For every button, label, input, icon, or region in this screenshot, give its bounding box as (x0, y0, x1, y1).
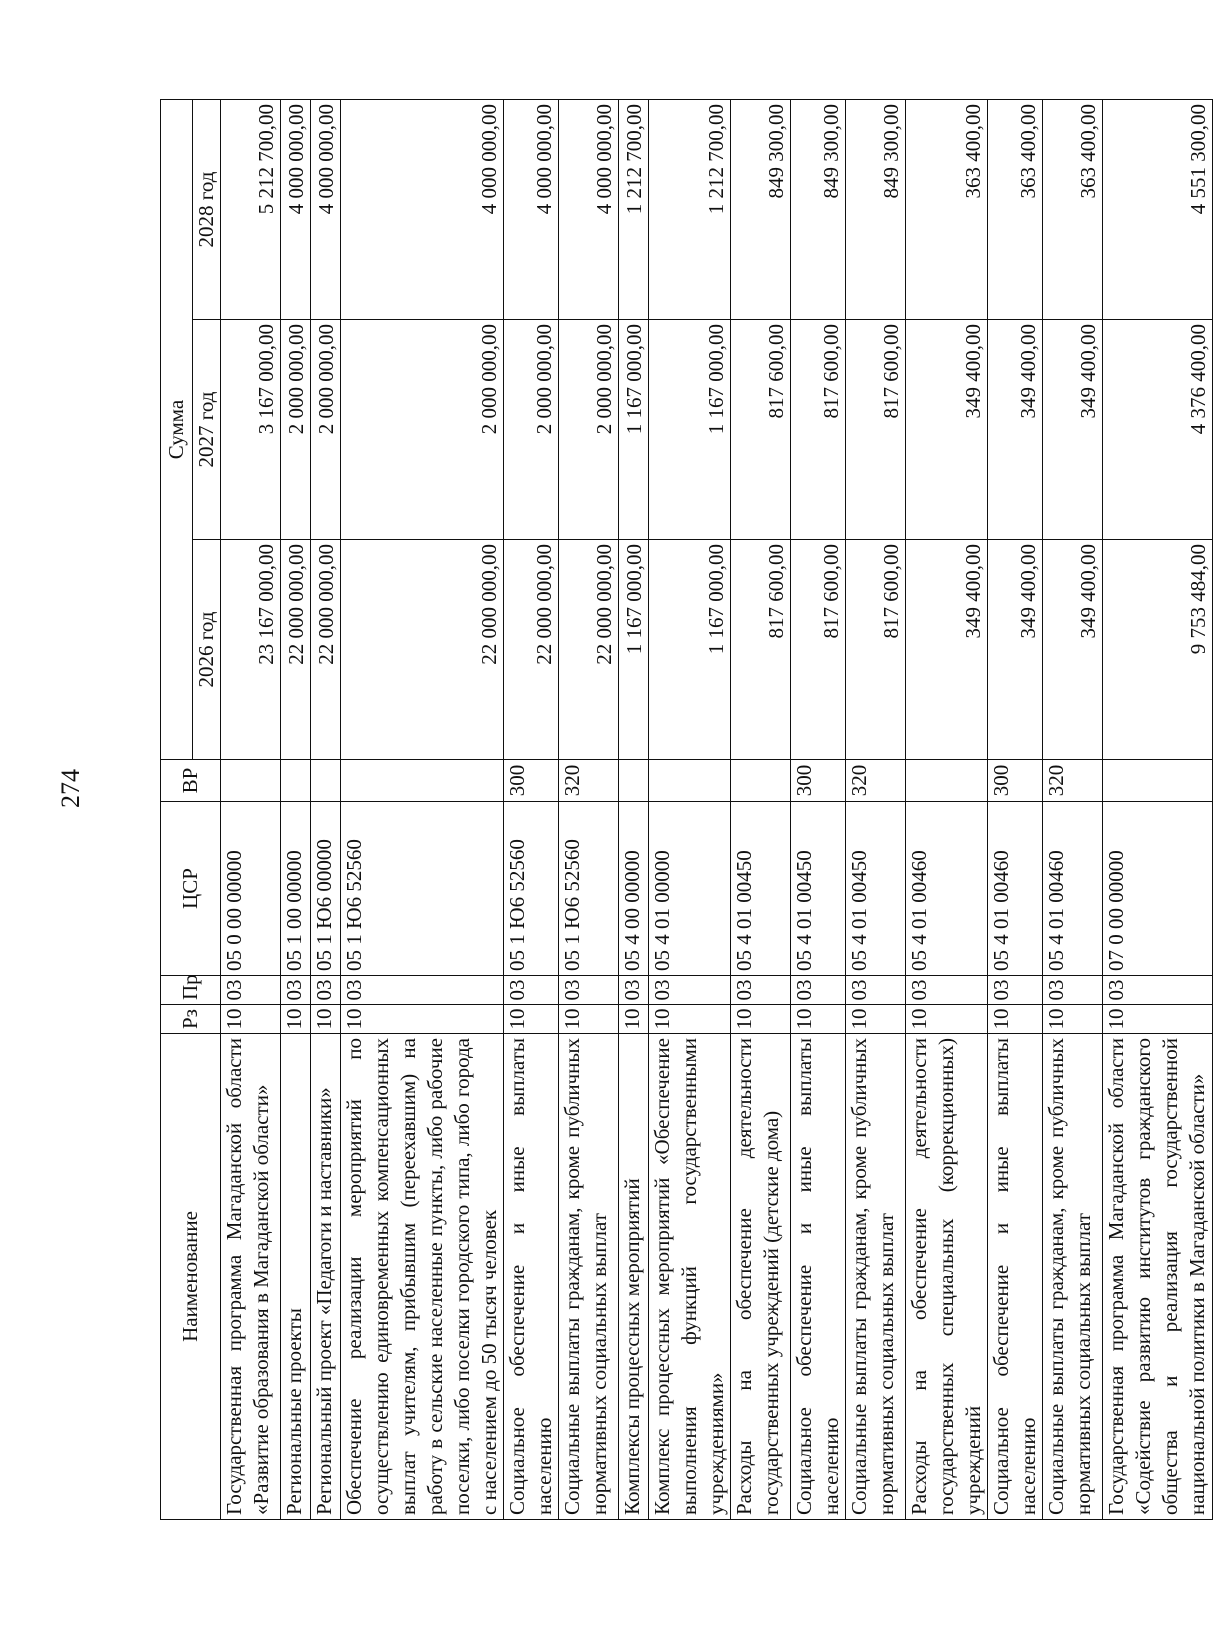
table-row (791, 99, 846, 1519)
row-rz: 10 (1043, 1005, 1103, 1034)
header-pr: Пр (161, 976, 221, 1005)
table-row (281, 99, 311, 1519)
row-pr: 03 (846, 976, 906, 1005)
row-sum-2028: 4 551 300,00 (1103, 99, 1213, 319)
row-pr: 03 (791, 976, 846, 1005)
row-sum-2026: 817 600,00 (846, 540, 906, 760)
row-csr: 05 1 Ю6 00000 (311, 802, 341, 976)
row-vr: 320 (1043, 760, 1103, 802)
row-sum-2027: 349 400,00 (1043, 320, 1103, 540)
row-pr: 03 (731, 976, 791, 1005)
row-csr: 05 1 Ю6 52560 (559, 802, 619, 976)
row-sum-2026: 1 167 000,00 (649, 540, 731, 760)
row-name: Социальное обеспечение и иные выплаты населению (791, 1034, 846, 1520)
row-rz: 10 (559, 1005, 619, 1034)
row-sum-2027: 2 000 000,00 (559, 320, 619, 540)
row-vr: 300 (988, 760, 1043, 802)
row-sum-2028: 363 400,00 (988, 99, 1043, 319)
row-pr: 03 (1043, 976, 1103, 1005)
header-vr: ВР (161, 760, 221, 802)
row-csr: 05 4 00 00000 (619, 802, 649, 976)
row-rz: 10 (649, 1005, 731, 1034)
row-rz: 10 (504, 1005, 559, 1034)
row-sum-2028: 5 212 700,00 (221, 99, 281, 319)
row-sum-2028: 1 212 700,00 (619, 99, 649, 319)
row-csr: 05 4 01 00450 (731, 802, 791, 976)
row-csr: 05 4 01 00000 (649, 802, 731, 976)
header-sum: Сумма (161, 99, 193, 759)
row-sum-2027: 817 600,00 (791, 320, 846, 540)
row-sum-2028: 849 300,00 (846, 99, 906, 319)
row-pr: 03 (649, 976, 731, 1005)
row-name: Государственная программа Магаданской области «Содействие развитию институтов гражданского общества и реализация государственной национальной политики в Магаданской области» (1103, 1034, 1213, 1520)
table-row (221, 99, 281, 1519)
row-vr: 300 (504, 760, 559, 802)
row-name: Расходы на обеспечение деятельности государственных специальных (коррекционных) учреждений (906, 1034, 988, 1520)
row-csr: 05 1 Ю6 52560 (341, 802, 504, 976)
row-sum-2027: 2 000 000,00 (341, 320, 504, 540)
row-sum-2026: 817 600,00 (731, 540, 791, 760)
row-rz: 10 (221, 1005, 281, 1034)
row-rz: 10 (341, 1005, 504, 1034)
row-csr: 05 1 Ю6 52560 (504, 802, 559, 976)
row-sum-2028: 4 000 000,00 (504, 99, 559, 319)
row-csr: 05 4 01 00460 (1043, 802, 1103, 976)
row-pr: 03 (619, 976, 649, 1005)
row-vr (906, 760, 988, 802)
row-name: Социальные выплаты гражданам, кроме публичных нормативных социальных выплат (846, 1034, 906, 1520)
row-pr: 03 (1103, 976, 1213, 1005)
table-row (649, 99, 731, 1519)
row-vr: 320 (846, 760, 906, 802)
row-name: Региональные проекты (281, 1034, 311, 1520)
table-row (731, 99, 791, 1519)
budget-table (160, 99, 1213, 1520)
row-sum-2026: 1 167 000,00 (619, 540, 649, 760)
row-sum-2028: 4 000 000,00 (341, 99, 504, 319)
row-vr (221, 760, 281, 802)
row-name: Социальные выплаты гражданам, кроме публичных нормативных социальных выплат (1043, 1034, 1103, 1520)
table-row (504, 99, 559, 1519)
row-sum-2028: 849 300,00 (731, 99, 791, 319)
header-name: Наименование (161, 1034, 221, 1520)
row-rz: 10 (619, 1005, 649, 1034)
page-number: 274 (56, 769, 85, 808)
row-sum-2026: 22 000 000,00 (281, 540, 311, 760)
row-name: Комплексы процессных мероприятий (619, 1034, 649, 1520)
header-rz: Рз (161, 1005, 221, 1034)
row-vr (731, 760, 791, 802)
row-sum-2028: 1 212 700,00 (649, 99, 731, 319)
row-sum-2028: 363 400,00 (906, 99, 988, 319)
row-sum-2027: 1 167 000,00 (649, 320, 731, 540)
row-sum-2028: 4 000 000,00 (559, 99, 619, 319)
row-pr: 03 (988, 976, 1043, 1005)
row-csr: 07 0 00 00000 (1103, 802, 1213, 976)
row-pr: 03 (311, 976, 341, 1005)
row-sum-2026: 22 000 000,00 (311, 540, 341, 760)
table-row (1043, 99, 1103, 1519)
row-pr: 03 (504, 976, 559, 1005)
row-sum-2028: 4 000 000,00 (281, 99, 311, 319)
table-row (559, 99, 619, 1519)
row-csr: 05 4 01 00450 (846, 802, 906, 976)
row-vr: 300 (791, 760, 846, 802)
row-rz: 10 (1103, 1005, 1213, 1034)
row-rz: 10 (731, 1005, 791, 1034)
row-rz: 10 (311, 1005, 341, 1034)
table-row (311, 99, 341, 1519)
row-csr: 05 0 00 00000 (221, 802, 281, 976)
table-row (341, 99, 504, 1519)
table-row (988, 99, 1043, 1519)
row-sum-2027: 2 000 000,00 (281, 320, 311, 540)
row-vr (1103, 760, 1213, 802)
row-pr: 03 (906, 976, 988, 1005)
row-sum-2026: 349 400,00 (906, 540, 988, 760)
row-csr: 05 4 01 00460 (906, 802, 988, 976)
row-sum-2026: 22 000 000,00 (504, 540, 559, 760)
row-sum-2027: 349 400,00 (988, 320, 1043, 540)
row-sum-2026: 349 400,00 (1043, 540, 1103, 760)
row-sum-2026: 22 000 000,00 (341, 540, 504, 760)
table-row (1103, 99, 1213, 1519)
row-sum-2028: 4 000 000,00 (311, 99, 341, 319)
row-name: Комплекс процессных мероприятий «Обеспечение выполнения функций государственными учреждениями» (649, 1034, 731, 1520)
row-rz: 10 (791, 1005, 846, 1034)
row-sum-2026: 22 000 000,00 (559, 540, 619, 760)
row-vr: 320 (559, 760, 619, 802)
row-csr: 05 4 01 00450 (791, 802, 846, 976)
table-row (906, 99, 988, 1519)
header-year-2028: 2028 год (193, 99, 221, 319)
row-sum-2026: 817 600,00 (791, 540, 846, 760)
row-vr (311, 760, 341, 802)
row-sum-2027: 2 000 000,00 (311, 320, 341, 540)
row-sum-2027: 1 167 000,00 (619, 320, 649, 540)
row-sum-2026: 9 753 484,00 (1103, 540, 1213, 760)
row-rz: 10 (281, 1005, 311, 1034)
row-csr: 05 4 01 00460 (988, 802, 1043, 976)
budget-table-container (160, 100, 1210, 1520)
row-sum-2026: 349 400,00 (988, 540, 1043, 760)
row-sum-2027: 817 600,00 (846, 320, 906, 540)
row-name: Обеспечение реализации мероприятий по осуществлению единовременных компенсационных выплат учителям, прибывшим (переехавшим) на работу в сельские населенные пункты, либо рабочие поселки, либо поселки городского типа, либо города с населением до 50 тысяч человек (341, 1034, 504, 1520)
row-sum-2027: 3 167 000,00 (221, 320, 281, 540)
row-vr (341, 760, 504, 802)
row-csr: 05 1 00 00000 (281, 802, 311, 976)
row-pr: 03 (559, 976, 619, 1005)
row-rz: 10 (906, 1005, 988, 1034)
row-sum-2028: 363 400,00 (1043, 99, 1103, 319)
row-name: Социальное обеспечение и иные выплаты населению (504, 1034, 559, 1520)
row-pr: 03 (221, 976, 281, 1005)
row-sum-2028: 849 300,00 (791, 99, 846, 319)
row-sum-2027: 349 400,00 (906, 320, 988, 540)
row-vr (281, 760, 311, 802)
table-row (846, 99, 906, 1519)
row-sum-2026: 23 167 000,00 (221, 540, 281, 760)
row-name: Региональный проект «Педагоги и наставники» (311, 1034, 341, 1520)
header-year-2026: 2026 год (193, 540, 221, 760)
row-vr (619, 760, 649, 802)
row-rz: 10 (988, 1005, 1043, 1034)
row-sum-2027: 817 600,00 (731, 320, 791, 540)
header-year-2027: 2027 год (193, 320, 221, 540)
table-row (619, 99, 649, 1519)
row-name: Социальные выплаты гражданам, кроме публичных нормативных социальных выплат (559, 1034, 619, 1520)
row-name: Социальное обеспечение и иные выплаты населению (988, 1034, 1043, 1520)
row-pr: 03 (341, 976, 504, 1005)
row-sum-2027: 4 376 400,00 (1103, 320, 1213, 540)
row-rz: 10 (846, 1005, 906, 1034)
row-pr: 03 (281, 976, 311, 1005)
row-vr (649, 760, 731, 802)
row-name: Государственная программа Магаданской области «Развитие образования в Магаданской области» (221, 1034, 281, 1520)
row-name: Расходы на обеспечение деятельности государственных учреждений (детские дома) (731, 1034, 791, 1520)
header-csr: ЦСР (161, 802, 221, 976)
row-sum-2027: 2 000 000,00 (504, 320, 559, 540)
